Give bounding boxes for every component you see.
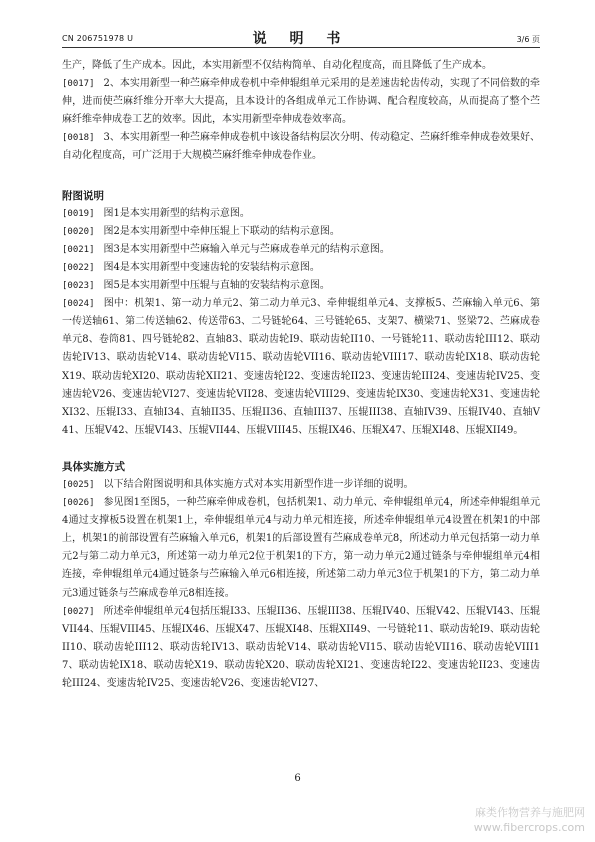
paragraph-0018 (62, 129, 540, 165)
paragraph-0017 (62, 75, 540, 129)
page-number: 6 (294, 773, 301, 784)
page-header (62, 26, 540, 46)
page-indicator: 3/6 页 (516, 35, 540, 44)
paragraph-continued: 生产，降低了生产成本。因此，本实用新型不仅结构简单、自动化程度高，而且降低了生产成本。 (62, 60, 492, 71)
paragraph-text: 3、本实用新型一种苎麻牵伸成卷机中该设备结构层次分明、传动稳定、苎麻纤维牵伸成卷效果好、自动化程度高，可广泛用于大规模苎麻纤维牵伸成卷作业。 (62, 132, 540, 162)
section-heading-figures: 附图说明 (62, 189, 104, 202)
paragraph-text: 图4是本实用新型中变速齿轮的安装结构示意图。 (103, 261, 320, 273)
paragraph-number: [0017] (62, 79, 95, 90)
paragraph-0027 (62, 603, 540, 693)
paragraph-number: [0020] (62, 226, 95, 237)
paragraph-0023 (62, 277, 540, 295)
paragraph-number: [0019] (62, 208, 95, 219)
paragraph-number: [0024] (62, 299, 95, 310)
header-rule (62, 47, 540, 48)
document-body (62, 57, 540, 693)
paragraph-number: [0026] (62, 498, 95, 509)
paragraph-text: 图中：机架1、第一动力单元2、第二动力单元3、牵伸辊组单元4、支撑板5、苎麻输入单元6、第一传送轴61、第二传送轴62、传送带63、二号链轮64、三号链轮65、支架7、横梁71、竖梁72、苎麻成卷单元8、卷筒81、四号链轮82、直轴83、联动齿轮I9、联动齿轮II10、一号链轮11、联动齿轮III12、联动齿轮IV13、联动齿轮V14、联动齿轮VI15、联动齿轮VII16、联动齿轮VIII17、联动齿轮IX18、联动齿轮X19、联动齿轮XI20、联动齿轮XII21、变速齿轮I22、变速齿轮II23、变速齿轮III24、变速齿轮IV25、变速齿轮V26、变速齿轮VI27、变速齿轮VII28、变速齿轮VIII29、变速齿轮IX30、变速齿轮X31、变速齿轮XI32、压辊I33、直轴I34、直轴II35、压辊II36、直轴III37、压辊III38、直轴IV39、压辊IV40、直轴V41、压辊V42、压辊VI43、压辊VII44、压辊VIII45、压辊IX46、压辊X47、压辊XI48、压辊XII49。 (62, 298, 540, 436)
document-title: 说 明 书 (252, 31, 350, 47)
paragraph-text: 所述牵伸辊组单元4包括压辊I33、压辊II36、压辊III38、压辊IV40、压辊V42、压辊VI43、压辊VII44、压辊VIII45、压辊IX46、压辊X47、压辊XI48、压辊XII49、一号链轮11、联动齿轮I9、联动齿轮II10、联动齿轮III12、联动齿轮IV13、联动齿轮V14、联动齿轮VI15、联动齿轮VII16、联动齿轮VIII17、联动齿轮IX18、联动齿轮X19、联动齿轮X20、联动齿轮XI21、变速齿轮I22、变速齿轮II23、变速齿轮III24、变速齿轮IV25、变速齿轮V26、变速齿轮VI27、 (62, 605, 540, 689)
paragraph-0025 (62, 476, 540, 494)
paragraph-number: [0023] (62, 281, 95, 292)
paragraph-0019 (62, 205, 540, 223)
paragraph-text: 图1是本实用新型的结构示意图。 (103, 207, 250, 219)
paragraph-text: 图2是本实用新型中牵伸压辊上下联动的结构示意图。 (103, 225, 340, 237)
paragraph-number: [0018] (62, 133, 95, 144)
section-heading-implementation: 具体实施方式 (62, 460, 125, 473)
watermark-site-name: 麻类作物营养与施肥网 (475, 806, 585, 819)
watermark (474, 805, 585, 835)
paragraph-text: 以下结合附图说明和具体实施方式对本实用新型作进一步详细的说明。 (103, 478, 414, 490)
paragraph-number: [0022] (62, 262, 95, 273)
paragraph-0021 (62, 241, 540, 259)
paragraph-0024 (62, 295, 540, 440)
paragraph-text: 参见图1至图5，一种苎麻牵伸成卷机，包括机架1、动力单元、牵伸辊组单元4，所述牵伸辊组单元4通过支撑板5设置在机架1上，牵伸辊组单元4与动力单元相连接，所述牵伸辊组单元4设置在机架1的中部上，机架1的前部设置有苎麻输入单元6，机架1的后部设置有苎麻成卷单元8，所述动力单元包括第一动力单元2与第二动力单元3，所述第一动力单元2位于机架1的下方，第一动力单元2通过链条与牵伸辊组单元4相连接，牵伸辊组单元4通过链条与苎麻输入单元6相连接，所述第二动力单元3位于机架1的下方，第二动力单元3通过链条与苎麻成卷单元8相连接。 (62, 497, 540, 599)
watermark-url: www.fibercrops.com (473, 821, 585, 834)
paragraph-text: 图5是本实用新型中压辊与直轴的安装结构示意图。 (103, 280, 330, 292)
paragraph-number: [0027] (62, 606, 95, 617)
paragraph-0026 (62, 494, 540, 603)
paragraph-number: [0021] (62, 244, 95, 255)
paragraph-0022 (62, 259, 540, 277)
patent-number: CN 206751978 U (62, 34, 134, 43)
paragraph-0020 (62, 223, 540, 241)
paragraph-text: 图3是本实用新型中苎麻输入单元与苎麻成卷单元的结构示意图。 (103, 243, 390, 255)
paragraph-text: 2、本实用新型一种苎麻牵伸成卷机中牵伸辊组单元采用的是差速齿轮齿传动，实现了不同倍数的牵伸，进而使苎麻纤维分开率大大提高，且本设计的各组成单元工作协调、配合程度较高，从而提高了整个苎麻纤维牵伸成卷工艺的效率。因此，本实用新型牵伸成卷效率高。 (62, 78, 540, 126)
paragraph-number: [0025] (62, 479, 95, 490)
